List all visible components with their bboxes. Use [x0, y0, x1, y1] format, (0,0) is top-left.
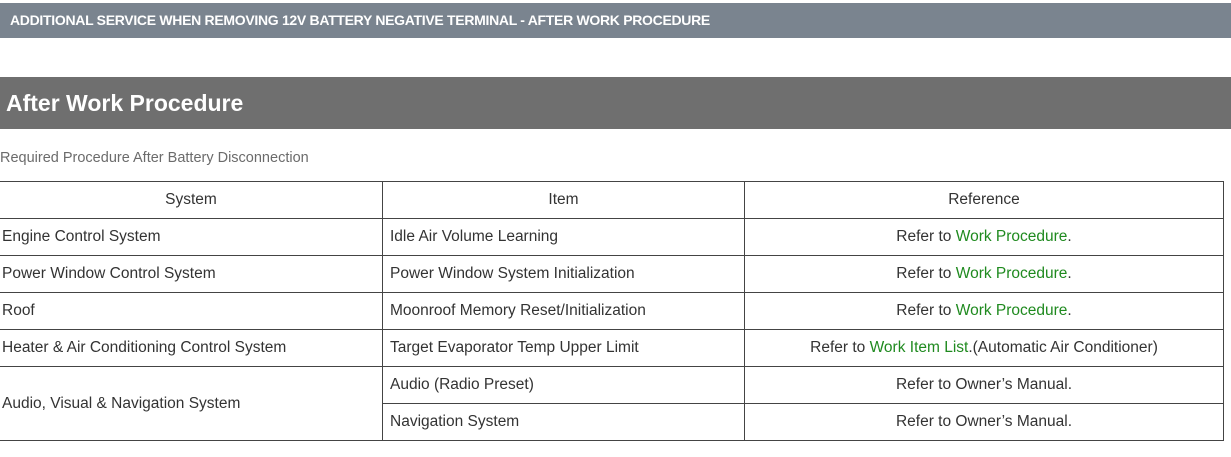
table-row [0, 256, 1224, 293]
table-row [0, 293, 1224, 330]
system-cell: Heater & Air Conditioning Control System [0, 330, 383, 367]
item-cell: Power Window System Initialization [383, 256, 745, 293]
column-header-reference: Reference [745, 182, 1224, 219]
item-cell: Navigation System [383, 404, 745, 441]
reference-cell: Refer to Owner’s Manual. [745, 404, 1224, 441]
document-banner: ADDITIONAL SERVICE WHEN REMOVING 12V BATTERY NEGATIVE TERMINAL - AFTER WORK PROCEDURE [0, 3, 1231, 38]
table-caption: Required Procedure After Battery Disconnection [0, 150, 309, 166]
reference-cell [745, 293, 1224, 330]
system-cell: Engine Control System [0, 219, 383, 256]
column-header-item: Item [383, 182, 745, 219]
work-procedure-link[interactable]: Work Procedure [955, 228, 1068, 245]
section-title: After Work Procedure [0, 77, 1231, 129]
system-cell: Power Window Control System [0, 256, 383, 293]
reference-suffix: . [1067, 228, 1072, 245]
reference-suffix: . [1067, 265, 1072, 282]
reference-cell: Refer to Owner’s Manual. [745, 367, 1224, 404]
system-cell: Roof [0, 293, 383, 330]
reference-prefix: Refer to [896, 265, 956, 282]
table-header-row [0, 182, 1224, 219]
reference-prefix: Refer to [896, 228, 956, 245]
work-item-list-link[interactable]: Work Item List [869, 339, 969, 356]
item-cell: Moonroof Memory Reset/Initialization [383, 293, 745, 330]
reference-suffix: .(Automatic Air Conditioner) [968, 339, 1158, 356]
reference-cell [745, 330, 1224, 367]
reference-prefix: Refer to [896, 302, 956, 319]
item-cell: Target Evaporator Temp Upper Limit [383, 330, 745, 367]
table-row [0, 330, 1224, 367]
reference-cell [745, 219, 1224, 256]
reference-cell [745, 256, 1224, 293]
item-cell: Idle Air Volume Learning [383, 219, 745, 256]
reference-suffix: . [1067, 302, 1072, 319]
column-header-system: System [0, 182, 383, 219]
system-cell: Audio, Visual & Navigation System [0, 367, 383, 441]
item-cell: Audio (Radio Preset) [383, 367, 745, 404]
reference-prefix: Refer to [810, 339, 870, 356]
table-row [0, 219, 1224, 256]
work-procedure-link[interactable]: Work Procedure [955, 302, 1068, 319]
work-procedure-link[interactable]: Work Procedure [955, 265, 1068, 282]
table-row [0, 367, 1224, 404]
procedure-table [0, 181, 1224, 441]
